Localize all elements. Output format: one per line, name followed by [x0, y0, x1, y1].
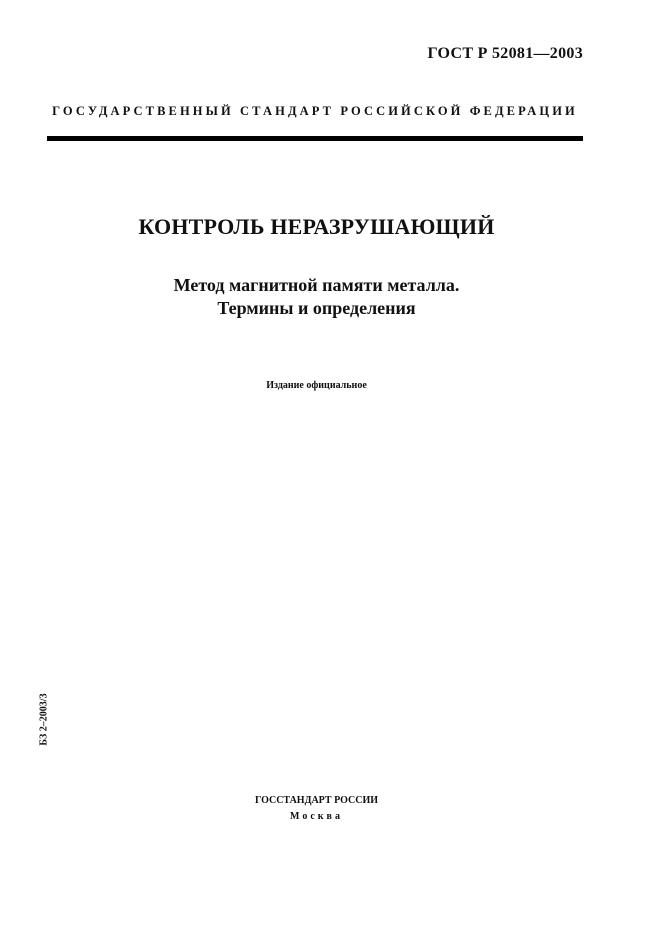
document-title: КОНТРОЛЬ НЕРАЗРУШАЮЩИЙ	[138, 214, 495, 239]
standard-heading: ГОСУДАРСТВЕННЫЙ СТАНДАРТ РОССИЙСКОЙ ФЕДЕРАЦИИ	[52, 104, 578, 118]
edition-label: Издание официальное	[266, 380, 367, 391]
side-code: БЗ 2–2003/3	[38, 693, 50, 746]
document-number: ГОСТ Р 52081—2003	[427, 45, 583, 62]
subtitle-line-2: Термины и определения	[217, 298, 416, 318]
publication-city: Москва	[290, 811, 343, 822]
heading-divider	[47, 136, 583, 141]
subtitle-line-1: Метод магнитной памяти металла.	[173, 275, 460, 295]
document-subtitle	[0, 274, 633, 320]
publisher-name: ГОССТАНДАРТ РОССИИ	[254, 795, 379, 806]
